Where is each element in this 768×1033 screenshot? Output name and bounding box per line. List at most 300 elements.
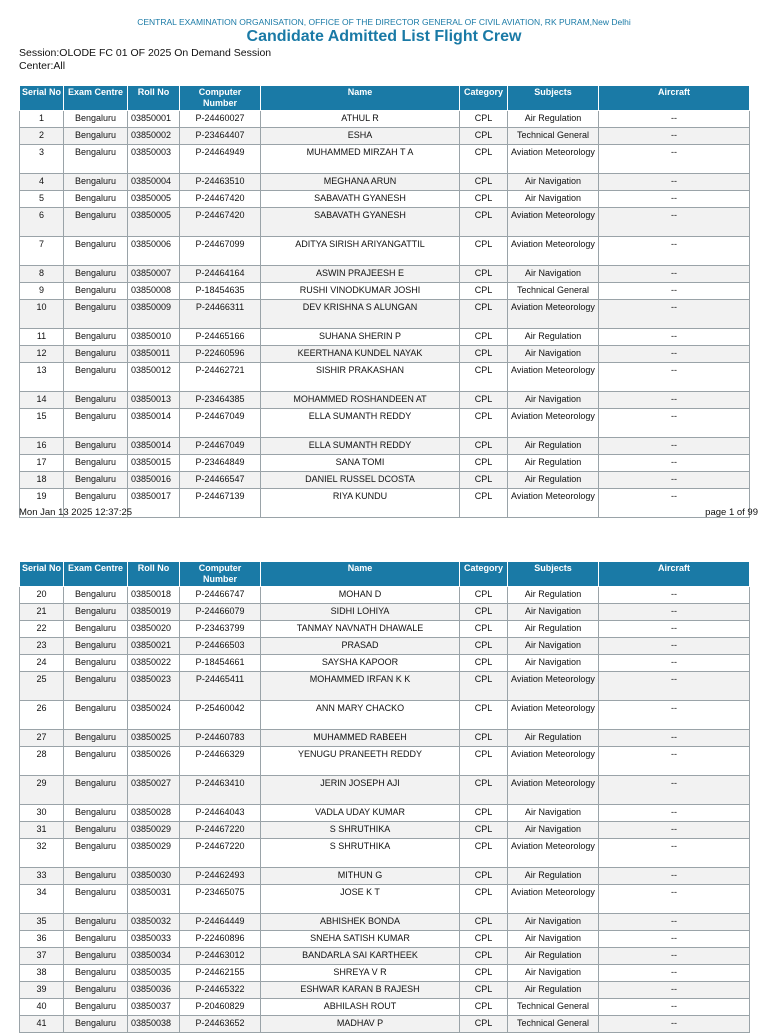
- table-cell: Air Navigation: [508, 965, 599, 982]
- table-cell: 36: [20, 931, 64, 948]
- table-cell: P-22460596: [180, 346, 261, 363]
- table-cell: 10: [20, 300, 64, 329]
- table-cell: S SHRUTHIKA: [261, 839, 460, 868]
- table-cell: ANN MARY CHACKO: [261, 701, 460, 730]
- table-cell: 31: [20, 822, 64, 839]
- table-cell: ELLA SUMANTH REDDY: [261, 438, 460, 455]
- table-cell: --: [599, 638, 750, 655]
- table-cell: P-22460896: [180, 931, 261, 948]
- table-cell: CPL: [460, 701, 508, 730]
- table-cell: Aviation Meteorology: [508, 776, 599, 805]
- table-cell: Bengaluru: [64, 111, 128, 128]
- table-cell: MUHAMMED MIRZAH T A: [261, 145, 460, 174]
- table-cell: Bengaluru: [64, 885, 128, 914]
- table-cell: Air Regulation: [508, 621, 599, 638]
- table-row: [20, 822, 750, 839]
- table-row: [20, 300, 750, 329]
- table-cell: --: [599, 174, 750, 191]
- table-cell: Air Navigation: [508, 914, 599, 931]
- table-cell: --: [599, 489, 750, 518]
- table-cell: 03850023: [128, 672, 180, 701]
- table-cell: 27: [20, 730, 64, 747]
- table-cell: Bengaluru: [64, 776, 128, 805]
- table-cell: P-24462493: [180, 868, 261, 885]
- table-cell: Air Navigation: [508, 266, 599, 283]
- table-cell: Air Navigation: [508, 931, 599, 948]
- table-cell: Bengaluru: [64, 145, 128, 174]
- table-cell: 34: [20, 885, 64, 914]
- table-cell: CPL: [460, 999, 508, 1016]
- table-cell: Air Navigation: [508, 346, 599, 363]
- table-cell: Bengaluru: [64, 982, 128, 999]
- table-row: [20, 604, 750, 621]
- table-cell: P-24467099: [180, 237, 261, 266]
- table-cell: 03850024: [128, 701, 180, 730]
- table-cell: Bengaluru: [64, 999, 128, 1016]
- table-cell: 03850017: [128, 489, 180, 518]
- table-cell: 03850010: [128, 329, 180, 346]
- column-header: Exam Centre: [64, 562, 128, 587]
- table-cell: Aviation Meteorology: [508, 145, 599, 174]
- table-cell: --: [599, 300, 750, 329]
- table-cell: P-23464407: [180, 128, 261, 145]
- table-cell: 03850009: [128, 300, 180, 329]
- table-row: [20, 999, 750, 1016]
- table-cell: Aviation Meteorology: [508, 237, 599, 266]
- table-cell: 19: [20, 489, 64, 518]
- table-cell: MITHUN G: [261, 868, 460, 885]
- table-cell: Air Navigation: [508, 604, 599, 621]
- table-cell: P-24463012: [180, 948, 261, 965]
- table-cell: 15: [20, 409, 64, 438]
- table-cell: 03850021: [128, 638, 180, 655]
- table-row: [20, 145, 750, 174]
- table-cell: --: [599, 455, 750, 472]
- table-cell: 03850006: [128, 237, 180, 266]
- table-cell: P-20460829: [180, 999, 261, 1016]
- table-cell: Bengaluru: [64, 438, 128, 455]
- table-row: [20, 868, 750, 885]
- table-cell: Air Navigation: [508, 655, 599, 672]
- table-cell: Bengaluru: [64, 965, 128, 982]
- table-cell: Aviation Meteorology: [508, 672, 599, 701]
- table-cell: ATHUL R: [261, 111, 460, 128]
- table-cell: Bengaluru: [64, 822, 128, 839]
- table-cell: --: [599, 822, 750, 839]
- table-cell: 03850026: [128, 747, 180, 776]
- table-cell: P-24462155: [180, 965, 261, 982]
- table-cell: CPL: [460, 346, 508, 363]
- table-cell: MOHAMMED IRFAN K K: [261, 672, 460, 701]
- table-cell: --: [599, 982, 750, 999]
- table-cell: Air Regulation: [508, 982, 599, 999]
- table-cell: 03850034: [128, 948, 180, 965]
- table-row: [20, 839, 750, 868]
- table-cell: CPL: [460, 455, 508, 472]
- table-cell: Aviation Meteorology: [508, 839, 599, 868]
- table-cell: ADITYA SIRISH ARIYANGATTIL: [261, 237, 460, 266]
- table-cell: Air Regulation: [508, 438, 599, 455]
- table-cell: CPL: [460, 931, 508, 948]
- table-cell: Aviation Meteorology: [508, 409, 599, 438]
- table-cell: 03850016: [128, 472, 180, 489]
- table-cell: CPL: [460, 621, 508, 638]
- table-cell: P-24464043: [180, 805, 261, 822]
- table-cell: P-18454635: [180, 283, 261, 300]
- table-cell: 21: [20, 604, 64, 621]
- table-cell: CPL: [460, 914, 508, 931]
- table-cell: 03850033: [128, 931, 180, 948]
- table-cell: RUSHI VINODKUMAR JOSHI: [261, 283, 460, 300]
- table-cell: SHREYA V R: [261, 965, 460, 982]
- table-cell: 03850014: [128, 438, 180, 455]
- table-cell: MUHAMMED RABEEH: [261, 730, 460, 747]
- table-cell: Air Navigation: [508, 822, 599, 839]
- table-cell: RIYA KUNDU: [261, 489, 460, 518]
- table-cell: CPL: [460, 965, 508, 982]
- table-cell: --: [599, 839, 750, 868]
- table-cell: Bengaluru: [64, 237, 128, 266]
- table-cell: Bengaluru: [64, 839, 128, 868]
- table-cell: --: [599, 1016, 750, 1033]
- table-row: [20, 701, 750, 730]
- table-cell: 35: [20, 914, 64, 931]
- table-cell: Bengaluru: [64, 472, 128, 489]
- table-row: [20, 948, 750, 965]
- table-cell: --: [599, 965, 750, 982]
- table-cell: --: [599, 931, 750, 948]
- table-cell: P-24465411: [180, 672, 261, 701]
- table-cell: CPL: [460, 982, 508, 999]
- table-cell: DEV KRISHNA S ALUNGAN: [261, 300, 460, 329]
- table-cell: Bengaluru: [64, 805, 128, 822]
- table-cell: P-24466311: [180, 300, 261, 329]
- table-cell: --: [599, 111, 750, 128]
- table-cell: 33: [20, 868, 64, 885]
- table-cell: --: [599, 999, 750, 1016]
- table-cell: SISHIR PRAKASHAN: [261, 363, 460, 392]
- table-cell: --: [599, 701, 750, 730]
- table-cell: --: [599, 655, 750, 672]
- table-cell: 11: [20, 329, 64, 346]
- page-indicator: page 1 of 99: [705, 507, 758, 518]
- table-row: [20, 111, 750, 128]
- table-cell: Bengaluru: [64, 489, 128, 518]
- table-cell: Air Navigation: [508, 174, 599, 191]
- column-header: Computer Number: [180, 562, 261, 587]
- table-cell: CPL: [460, 329, 508, 346]
- table-cell: CPL: [460, 438, 508, 455]
- table-row: [20, 965, 750, 982]
- table-cell: Bengaluru: [64, 208, 128, 237]
- table-cell: P-24460027: [180, 111, 261, 128]
- table-cell: SUHANA SHERIN P: [261, 329, 460, 346]
- table-cell: 26: [20, 701, 64, 730]
- table-row: [20, 392, 750, 409]
- candidate-table-page-1: [19, 85, 750, 518]
- table-cell: P-24463510: [180, 174, 261, 191]
- table-cell: 41: [20, 1016, 64, 1033]
- table-row: [20, 730, 750, 747]
- table-cell: Bengaluru: [64, 701, 128, 730]
- table-cell: 03850004: [128, 174, 180, 191]
- table-cell: P-24467220: [180, 839, 261, 868]
- table-cell: Technical General: [508, 999, 599, 1016]
- table-cell: Bengaluru: [64, 300, 128, 329]
- table-cell: Bengaluru: [64, 638, 128, 655]
- table-cell: P-24463410: [180, 776, 261, 805]
- table-cell: P-23464385: [180, 392, 261, 409]
- table-cell: P-24460783: [180, 730, 261, 747]
- table-row: [20, 191, 750, 208]
- table-row: [20, 931, 750, 948]
- table-cell: CPL: [460, 111, 508, 128]
- table-cell: 24: [20, 655, 64, 672]
- table-cell: --: [599, 329, 750, 346]
- table-cell: CPL: [460, 1016, 508, 1033]
- table-cell: P-24463652: [180, 1016, 261, 1033]
- table-cell: --: [599, 587, 750, 604]
- table-row: [20, 266, 750, 283]
- table-row: [20, 621, 750, 638]
- table-cell: P-24466079: [180, 604, 261, 621]
- table-cell: 40: [20, 999, 64, 1016]
- table-cell: CPL: [460, 747, 508, 776]
- table-cell: 03850013: [128, 392, 180, 409]
- column-header: Serial No: [20, 86, 64, 111]
- table-cell: Air Regulation: [508, 868, 599, 885]
- table-cell: --: [599, 885, 750, 914]
- session-info: [19, 47, 271, 73]
- column-header: Roll No: [128, 86, 180, 111]
- column-header: Name: [261, 562, 460, 587]
- table-cell: Aviation Meteorology: [508, 363, 599, 392]
- table-row: [20, 472, 750, 489]
- table-cell: 03850001: [128, 111, 180, 128]
- table-cell: Air Regulation: [508, 329, 599, 346]
- table-cell: Technical General: [508, 1016, 599, 1033]
- table-cell: MEGHANA ARUN: [261, 174, 460, 191]
- table-cell: 29: [20, 776, 64, 805]
- table-cell: MOHAN D: [261, 587, 460, 604]
- table-cell: Bengaluru: [64, 392, 128, 409]
- table-header-row: [20, 86, 750, 111]
- column-header: Aircraft: [599, 562, 750, 587]
- table-cell: Bengaluru: [64, 868, 128, 885]
- table-cell: CPL: [460, 283, 508, 300]
- table-cell: --: [599, 747, 750, 776]
- table-cell: --: [599, 672, 750, 701]
- table-cell: 1: [20, 111, 64, 128]
- table-cell: 03850015: [128, 455, 180, 472]
- table-row: [20, 438, 750, 455]
- session-label: Session:OLODE FC 01 OF 2025 On Demand Session: [19, 47, 272, 59]
- table-cell: 13: [20, 363, 64, 392]
- table-cell: ESHWAR KARAN B RAJESH: [261, 982, 460, 999]
- table-cell: 03850005: [128, 191, 180, 208]
- table-cell: --: [599, 472, 750, 489]
- table-cell: --: [599, 805, 750, 822]
- table-cell: 37: [20, 948, 64, 965]
- table-cell: 03850020: [128, 621, 180, 638]
- table-cell: CPL: [460, 805, 508, 822]
- table-cell: 03850019: [128, 604, 180, 621]
- table-cell: 16: [20, 438, 64, 455]
- table-cell: CPL: [460, 948, 508, 965]
- table-row: [20, 128, 750, 145]
- table-cell: P-24467420: [180, 191, 261, 208]
- table-cell: Bengaluru: [64, 914, 128, 931]
- table-cell: P-24467420: [180, 208, 261, 237]
- center-label: Center:All: [19, 60, 66, 72]
- organisation-header: CENTRAL EXAMINATION ORGANISATION, OFFICE OF THE DIRECTOR GENERAL OF CIVIL AVIATION, RK PURAM,New Delhi: [137, 17, 631, 27]
- print-timestamp: Mon Jan 13 2025 12:37:25: [19, 507, 133, 518]
- table-cell: Bengaluru: [64, 587, 128, 604]
- table-cell: CPL: [460, 489, 508, 518]
- table-cell: 9: [20, 283, 64, 300]
- table-row: [20, 208, 750, 237]
- candidate-table-page-2: [19, 561, 750, 1033]
- table-cell: 03850035: [128, 965, 180, 982]
- table-cell: ABHISHEK BONDA: [261, 914, 460, 931]
- column-header: Name: [261, 86, 460, 111]
- table-cell: 18: [20, 472, 64, 489]
- table-cell: 03850025: [128, 730, 180, 747]
- table-cell: Bengaluru: [64, 747, 128, 776]
- table-cell: --: [599, 776, 750, 805]
- table-cell: P-24466329: [180, 747, 261, 776]
- table-cell: 5: [20, 191, 64, 208]
- table-cell: 6: [20, 208, 64, 237]
- table-cell: Aviation Meteorology: [508, 885, 599, 914]
- table-cell: Air Navigation: [508, 638, 599, 655]
- table-cell: 03850030: [128, 868, 180, 885]
- table-cell: KEERTHANA KUNDEL NAYAK: [261, 346, 460, 363]
- table-cell: --: [599, 128, 750, 145]
- table-cell: --: [599, 363, 750, 392]
- table-cell: S SHRUTHIKA: [261, 822, 460, 839]
- table-cell: 03850022: [128, 655, 180, 672]
- table-cell: Bengaluru: [64, 128, 128, 145]
- table-cell: --: [599, 914, 750, 931]
- table-cell: 7: [20, 237, 64, 266]
- table-cell: 8: [20, 266, 64, 283]
- table-row: [20, 672, 750, 701]
- table-cell: P-24467220: [180, 822, 261, 839]
- table-cell: CPL: [460, 655, 508, 672]
- column-header: Category: [460, 562, 508, 587]
- table-cell: P-24462721: [180, 363, 261, 392]
- table-cell: DANIEL RUSSEL DCOSTA: [261, 472, 460, 489]
- table-row: [20, 346, 750, 363]
- table-cell: P-24467049: [180, 409, 261, 438]
- table-cell: Technical General: [508, 283, 599, 300]
- table-cell: JERIN JOSEPH AJI: [261, 776, 460, 805]
- table-row: [20, 329, 750, 346]
- table-cell: --: [599, 283, 750, 300]
- table-cell: --: [599, 868, 750, 885]
- table-cell: CPL: [460, 363, 508, 392]
- table-cell: Bengaluru: [64, 409, 128, 438]
- table-cell: 32: [20, 839, 64, 868]
- column-header: Computer Number: [180, 86, 261, 111]
- table-cell: CPL: [460, 128, 508, 145]
- table-cell: 25: [20, 672, 64, 701]
- table-cell: Air Navigation: [508, 805, 599, 822]
- table-cell: CPL: [460, 266, 508, 283]
- table-row: [20, 363, 750, 392]
- table-cell: SABAVATH GYANESH: [261, 208, 460, 237]
- column-header: Roll No: [128, 562, 180, 587]
- table-row: [20, 655, 750, 672]
- table-cell: --: [599, 604, 750, 621]
- table-cell: 03850029: [128, 822, 180, 839]
- table-cell: Air Regulation: [508, 111, 599, 128]
- table-cell: 20: [20, 587, 64, 604]
- table-cell: ABHILASH ROUT: [261, 999, 460, 1016]
- table-cell: P-23463799: [180, 621, 261, 638]
- table-cell: 03850014: [128, 409, 180, 438]
- table-row: [20, 805, 750, 822]
- table-cell: P-24466503: [180, 638, 261, 655]
- table-cell: Aviation Meteorology: [508, 208, 599, 237]
- table-cell: CPL: [460, 604, 508, 621]
- table-row: [20, 638, 750, 655]
- table-cell: --: [599, 346, 750, 363]
- table-cell: SANA TOMI: [261, 455, 460, 472]
- table-cell: Bengaluru: [64, 931, 128, 948]
- table-cell: PRASAD: [261, 638, 460, 655]
- table-row: [20, 283, 750, 300]
- table-cell: --: [599, 237, 750, 266]
- page-title: Candidate Admitted List Flight Crew: [246, 28, 522, 45]
- table-cell: Air Regulation: [508, 948, 599, 965]
- table-row: [20, 237, 750, 266]
- table-cell: SIDHI LOHIYA: [261, 604, 460, 621]
- table-cell: --: [599, 730, 750, 747]
- table-row: [20, 1016, 750, 1033]
- table-cell: CPL: [460, 730, 508, 747]
- table-cell: Bengaluru: [64, 266, 128, 283]
- table-cell: P-24465322: [180, 982, 261, 999]
- table-cell: 03850031: [128, 885, 180, 914]
- table-cell: 17: [20, 455, 64, 472]
- table-cell: --: [599, 621, 750, 638]
- column-header: Subjects: [508, 562, 599, 587]
- table-row: [20, 982, 750, 999]
- table-cell: CPL: [460, 638, 508, 655]
- table-cell: VADLA UDAY KUMAR: [261, 805, 460, 822]
- table-cell: P-24464164: [180, 266, 261, 283]
- table-cell: 03850007: [128, 266, 180, 283]
- column-header: Exam Centre: [64, 86, 128, 111]
- table-cell: BANDARLA SAI KARTHEEK: [261, 948, 460, 965]
- table-cell: 03850018: [128, 587, 180, 604]
- table-cell: --: [599, 145, 750, 174]
- table-cell: CPL: [460, 145, 508, 174]
- table-cell: 03850029: [128, 839, 180, 868]
- table-cell: MOHAMMED ROSHANDEEN AT: [261, 392, 460, 409]
- table-cell: Air Regulation: [508, 455, 599, 472]
- table-cell: Bengaluru: [64, 174, 128, 191]
- table-cell: P-24464449: [180, 914, 261, 931]
- table-row: [20, 174, 750, 191]
- table-cell: Bengaluru: [64, 948, 128, 965]
- column-header: Subjects: [508, 86, 599, 111]
- table-row: [20, 587, 750, 604]
- table-cell: ELLA SUMANTH REDDY: [261, 409, 460, 438]
- table-cell: 03850036: [128, 982, 180, 999]
